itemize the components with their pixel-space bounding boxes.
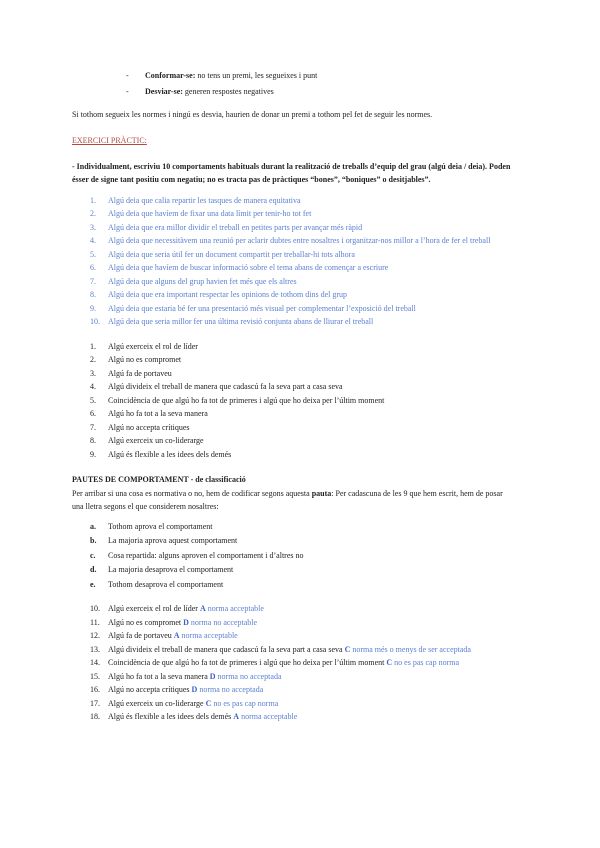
item-text: Algú deia que seria útil fer un document compartit per treballar-hi tots alhora xyxy=(108,249,355,259)
item-number: 10. xyxy=(90,604,100,613)
item-number: 3. xyxy=(90,222,96,232)
item-number: 16. xyxy=(90,685,100,694)
item-text: Algú fa de portaveu xyxy=(108,368,172,378)
classification-note: no es pas cap norma xyxy=(211,698,279,708)
item-text: Algú exerceix un co-liderarge xyxy=(108,436,204,445)
item-number: 1. xyxy=(90,195,96,205)
classification-note: norma acceptable xyxy=(179,631,238,640)
item-number: 11. xyxy=(90,617,100,627)
item-text: La majoria aprova aquest comportament xyxy=(108,536,238,545)
list-item xyxy=(90,262,514,276)
item-text: Algú és flexible a les idees dels demés xyxy=(108,449,232,459)
list-item xyxy=(90,422,514,436)
item-text: Algú exerceix el rol de líder xyxy=(108,341,198,351)
classification-code: D xyxy=(191,685,198,694)
item-text: Algú no es compromet xyxy=(108,617,184,627)
classification-note: no es pas cap norma xyxy=(392,658,460,667)
classification-code: D xyxy=(183,617,189,627)
item-text: Algú deia que era millor dividir el treball en petites parts per avançar més ràpid xyxy=(108,222,363,232)
list-item xyxy=(90,698,514,712)
item-number: 8. xyxy=(90,290,96,299)
pautes-paragraph xyxy=(72,487,514,513)
classification-code: A xyxy=(233,712,240,721)
classification-code: C xyxy=(205,698,212,708)
item-number: 15. xyxy=(90,671,100,681)
list-item xyxy=(90,276,514,290)
list-item xyxy=(90,657,514,671)
item-text: Algú no accepta crítiques xyxy=(108,685,192,694)
list-item xyxy=(90,564,514,579)
item-number: 5. xyxy=(90,395,96,405)
list-item xyxy=(90,208,514,222)
list-item xyxy=(90,671,514,685)
classification-note: norma no acceptable xyxy=(188,617,258,627)
item-text: Algú és flexible a les idees dels demés xyxy=(108,712,234,721)
list-item xyxy=(90,303,514,317)
list-item xyxy=(90,354,514,368)
list-item xyxy=(90,550,514,565)
list-item xyxy=(90,368,514,382)
list-item xyxy=(90,521,514,536)
item-text: Algú divideix el treball de manera que cadascú fa la seva part a casa seva xyxy=(108,644,345,654)
item-number: 6. xyxy=(90,409,96,418)
list-item xyxy=(90,449,514,463)
item-number: 5. xyxy=(90,249,96,259)
classification-note: norma acceptable xyxy=(205,604,264,613)
exercise-instructions: - Individualment, escriviu 10 comportaments habituals durant la realització de treballs d’equip del grau (algú deia / deia). Poden ésser de signe tant positiu com negatiu; no es tracta pas de pràctiques “bones”, “boniques” o desitjables”. xyxy=(72,161,511,184)
item-text: Algú no accepta crítiques xyxy=(108,422,190,432)
pautes-title-suffix: - de classificació xyxy=(188,475,246,484)
item-text: Algú deia que calia repartir les tasques de manera equitativa xyxy=(108,195,301,205)
item-number: 6. xyxy=(90,263,96,272)
pattern-scale-list xyxy=(90,521,514,594)
list-item xyxy=(90,711,514,725)
intro-desc: no tens un premi, les segueixes i punt xyxy=(195,71,318,80)
item-number: 8. xyxy=(90,436,96,445)
list-item xyxy=(90,617,514,631)
classification-code: D xyxy=(209,671,216,681)
item-text: Algú deia que havíem de fixar una data límit per tenir-ho tot fet xyxy=(108,209,312,218)
item-number: 4. xyxy=(90,236,96,245)
list-item xyxy=(90,249,514,263)
intro-item xyxy=(126,70,514,83)
classification-note: norma acceptable xyxy=(239,712,298,721)
item-text: Algú fa de portaveu xyxy=(108,631,174,640)
item-text: Algú exerceix el rol de líder xyxy=(108,604,200,613)
item-text: Algú deia que estaria bé fer una presentació més visual per complementar l’exposició del treball xyxy=(108,303,416,313)
item-text: Tothom aprova el comportament xyxy=(108,521,213,531)
list-item xyxy=(90,535,514,550)
list-item xyxy=(90,289,514,303)
pautes-text-before: Per arribar si una cosa es normativa o no, hem de codificar segons aquesta xyxy=(72,488,312,498)
intro-desc: generen respostes negatives xyxy=(182,87,274,96)
item-text: Algú exerceix un co-liderarge xyxy=(108,698,206,708)
list-item xyxy=(90,630,514,644)
item-number: 9. xyxy=(90,303,96,313)
classification-code: A xyxy=(199,604,206,613)
classification-code: C xyxy=(344,644,351,654)
item-number: 7. xyxy=(90,422,96,432)
item-number: 7. xyxy=(90,276,96,286)
pautes-heading xyxy=(72,474,514,487)
item-text: Coincidència de que algú ho fa tot de primeres i algú que ho deixa per l’últim moment xyxy=(108,395,385,405)
item-number: 17. xyxy=(90,698,100,708)
list-item xyxy=(90,395,514,409)
pautes-title: PAUTES DE COMPORTAMENT xyxy=(72,475,189,484)
item-text: Algú deia que era important respectar les opinions de tothom dins del grup xyxy=(108,290,348,299)
item-number: 10. xyxy=(90,317,100,326)
classification-code: C xyxy=(386,658,393,667)
item-text: Algú deia que seria millor fer una última revisió conjunta abans de lliurar el treball xyxy=(108,317,374,326)
classification-code: A xyxy=(173,631,180,640)
item-text: Algú ho fa tot a la seva manera xyxy=(108,671,210,681)
classified-behaviour-list xyxy=(90,603,514,725)
behaviour-list-blue xyxy=(90,195,514,330)
intro-term: Conformar-se: xyxy=(145,71,196,80)
list-item xyxy=(90,684,514,698)
list-item xyxy=(90,195,514,209)
exercise-heading: EXERCICI PRÀCTIC: xyxy=(72,136,147,145)
item-number: 12. xyxy=(90,631,100,640)
item-number: 9. xyxy=(90,449,96,459)
item-number: 3. xyxy=(90,368,96,378)
list-item xyxy=(90,341,514,355)
item-letter: e. xyxy=(90,579,96,589)
item-number: 4. xyxy=(90,382,96,391)
item-letter: d. xyxy=(90,565,97,574)
item-letter: a. xyxy=(90,521,96,531)
list-item xyxy=(90,408,514,422)
item-text: Algú deia que havíem de buscar informació sobre el tema abans de començar a escriure xyxy=(108,263,389,272)
item-text: Algú deia que alguns del grup havien fet més que els altres xyxy=(108,276,297,286)
item-text: Algú no es compromet xyxy=(108,355,182,364)
item-number: 1. xyxy=(90,341,96,351)
intro-item xyxy=(126,86,514,99)
summary-paragraph: Si tothom segueix les normes i ningú es desvia, haurien de donar un premi a tothom pel fet de seguir les normes. xyxy=(72,109,433,119)
list-item xyxy=(90,579,514,594)
intro-term: Desviar-se: xyxy=(145,87,183,96)
pautes-text-bold: pauta xyxy=(311,488,332,498)
item-text: Coincidència de que algú ho fa tot de primeres i algú que ho deixa per l’últim moment xyxy=(108,658,387,667)
classification-note: norma més o menys de ser acceptada xyxy=(350,644,471,654)
list-item xyxy=(90,381,514,395)
classification-note: norma no acceptada xyxy=(215,671,282,681)
item-text: Cosa repartida: alguns aproven el comportament i d’altres no xyxy=(108,550,304,560)
item-number: 2. xyxy=(90,209,96,218)
item-letter: b. xyxy=(90,536,97,545)
item-text: Tothom desaprova el comportament xyxy=(108,579,224,589)
item-text: La majoria desaprova el comportament xyxy=(108,565,234,574)
item-number: 18. xyxy=(90,712,100,721)
item-number: 2. xyxy=(90,355,96,364)
classification-note: norma no acceptada xyxy=(197,685,264,694)
list-item xyxy=(90,644,514,658)
list-item xyxy=(90,222,514,236)
item-letter: c. xyxy=(90,550,96,560)
item-number: 14. xyxy=(90,658,100,667)
list-item xyxy=(90,603,514,617)
list-item xyxy=(90,435,514,449)
behaviour-list xyxy=(90,341,514,463)
item-text: Algú divideix el treball de manera que cadascú fa la seva part a casa seva xyxy=(108,382,343,391)
item-number: 13. xyxy=(90,644,100,654)
list-item xyxy=(90,316,514,330)
intro-list xyxy=(126,70,514,99)
pautes-text-after: : Per cadascuna de les 9 que hem escrit, hem de posar una lletra segons el que considerem nosaltres: xyxy=(72,488,503,511)
item-text: Algú ho fa tot a la seva manera xyxy=(108,409,208,418)
item-text: Algú deia que necessitàvem una reunió per aclarir dubtes entre nosaltres i organitzar-nos millor a l’hora de fer el treball xyxy=(108,236,491,245)
list-item xyxy=(90,235,514,249)
